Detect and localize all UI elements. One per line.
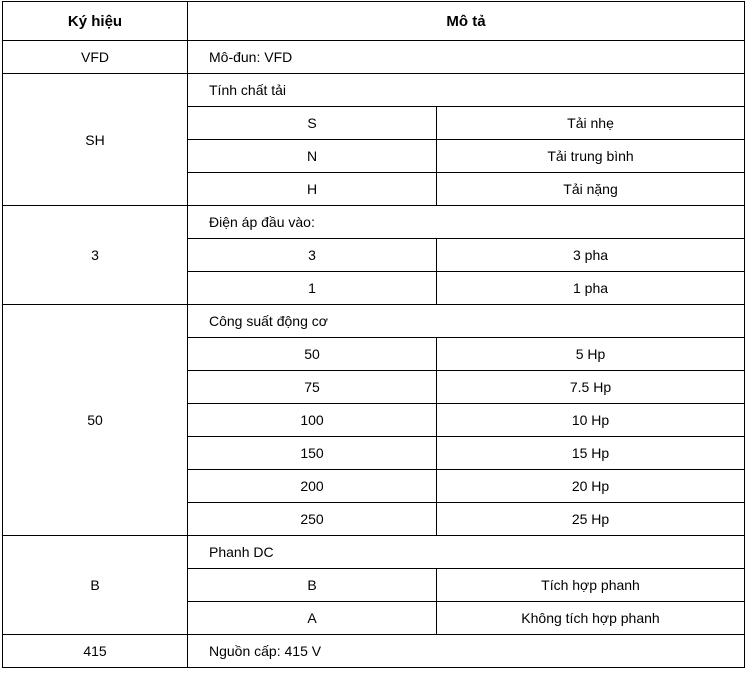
power-code: 250 <box>188 503 437 536</box>
brake-code: B <box>188 569 437 602</box>
power-code: 75 <box>188 371 437 404</box>
brake-symbol: B <box>3 536 188 635</box>
sh-desc: Tải nặng <box>437 173 745 206</box>
vfd-desc: Mô-đun: VFD <box>188 41 745 74</box>
vfd-row <box>3 41 745 74</box>
sh-desc: Tải nhẹ <box>437 107 745 140</box>
sh-desc: Tải trung bình <box>437 140 745 173</box>
brake-title-row <box>3 536 745 569</box>
power-code: 200 <box>188 470 437 503</box>
power-code: 150 <box>188 437 437 470</box>
power-code: 50 <box>188 338 437 371</box>
power-desc: 25 Hp <box>437 503 745 536</box>
vfd-code-table <box>2 1 745 668</box>
power-desc: 10 Hp <box>437 404 745 437</box>
sh-code: S <box>188 107 437 140</box>
brake-title: Phanh DC <box>188 536 745 569</box>
power-symbol: 50 <box>3 305 188 536</box>
voltage-desc: 3 pha <box>437 239 745 272</box>
brake-desc: Tích hợp phanh <box>437 569 745 602</box>
power-code: 100 <box>188 404 437 437</box>
supply-desc: Nguồn cấp: 415 V <box>188 635 745 668</box>
voltage-title-row <box>3 206 745 239</box>
power-title: Công suất động cơ <box>188 305 745 338</box>
voltage-code: 1 <box>188 272 437 305</box>
power-desc: 5 Hp <box>437 338 745 371</box>
header-description: Mô tả <box>188 2 745 41</box>
header-symbol: Ký hiệu <box>3 2 188 41</box>
vfd-symbol: VFD <box>3 41 188 74</box>
power-desc: 7.5 Hp <box>437 371 745 404</box>
brake-code: A <box>188 602 437 635</box>
voltage-desc: 1 pha <box>437 272 745 305</box>
sh-code: H <box>188 173 437 206</box>
voltage-symbol: 3 <box>3 206 188 305</box>
power-title-row <box>3 305 745 338</box>
header-row <box>3 2 745 41</box>
voltage-title: Điện áp đầu vào: <box>188 206 745 239</box>
supply-row <box>3 635 745 668</box>
sh-title-row <box>3 74 745 107</box>
voltage-code: 3 <box>188 239 437 272</box>
sh-code: N <box>188 140 437 173</box>
brake-desc: Không tích hợp phanh <box>437 602 745 635</box>
power-desc: 20 Hp <box>437 470 745 503</box>
power-desc: 15 Hp <box>437 437 745 470</box>
sh-symbol: SH <box>3 74 188 206</box>
sh-title: Tính chất tải <box>188 74 745 107</box>
supply-symbol: 415 <box>3 635 188 668</box>
